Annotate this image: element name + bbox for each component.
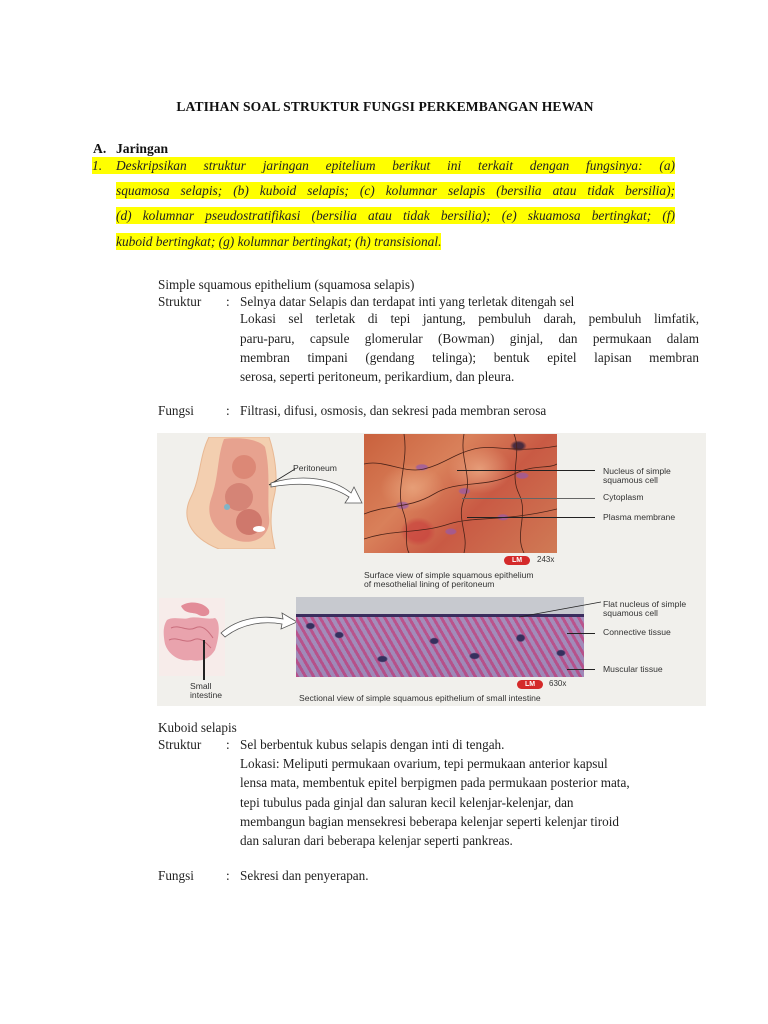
connective-leader-line xyxy=(567,633,595,634)
magnification-label: 243x xyxy=(537,555,555,564)
struktur-line: serosa, seperti peritoneum, perikardium, dan pleura. xyxy=(240,369,515,384)
peritoneum-label: Peritoneum xyxy=(293,463,337,473)
struktur-line: Lokasi sel terletak di tepi jantung, pembuluh darah, pembuluh limfatik, xyxy=(240,311,699,326)
struktur-line: dan saluran dari beberapa kelenjar seperti pankreas. xyxy=(240,833,513,848)
question-line-3: (d) kolumnar pseudostratifikasi (bersilia atau tidak bersilia); (e) skuamosa bertingkat; (f) xyxy=(116,208,675,223)
nucleus-label-cont: squamous cell xyxy=(603,475,658,485)
lm-badge: LM xyxy=(504,556,530,565)
struktur-line: lensa mata, membentuk epitel berpigmen pada permukaan posterior mata, xyxy=(240,775,630,790)
struktur-line: membangun bagian mensekresi beberapa kelenjar seperti kelenjar tiroid xyxy=(240,814,619,829)
struktur-line: Selnya datar Selapis dan terdapat inti yang terletak ditengah sel xyxy=(240,294,575,309)
struktur-line: Sel berbentuk kubus selapis dengan inti di tengah. xyxy=(240,737,505,752)
colon: : xyxy=(226,294,230,309)
struktur-label: Struktur xyxy=(158,737,202,752)
fungsi-value: Sekresi dan penyerapan. xyxy=(240,868,369,883)
struktur-line: tepi tubulus pada ginjal dan saluran kecil kelenjar-kelenjar, dan xyxy=(240,795,574,810)
top-caption-line-1: Surface view of simple squamous epithelium xyxy=(364,570,534,580)
cytoplasm-leader-line xyxy=(462,498,595,499)
colon: : xyxy=(226,868,230,883)
small-intestine-label: Small xyxy=(190,681,212,691)
nucleus-leader-line xyxy=(457,470,595,471)
answer-heading: Simple squamous epithelium (squamosa selapis) xyxy=(158,277,415,292)
muscular-leader-line xyxy=(567,669,595,670)
question-number: 1. xyxy=(92,157,116,174)
question-line-4: kuboid bertingkat; (g) kolumnar bertingkat; (h) transisional. xyxy=(116,234,442,249)
connective-tissue-region xyxy=(296,617,584,677)
colon: : xyxy=(226,403,230,418)
nucleus-label: Nucleus of simple xyxy=(603,466,671,476)
plasma-membrane-label: Plasma membrane xyxy=(603,512,676,522)
struktur-label: Struktur xyxy=(158,294,202,309)
small-intestine-leader-line xyxy=(203,640,205,680)
section-heading xyxy=(93,141,168,157)
plasma-membrane-leader-line xyxy=(467,517,595,518)
muscular-tissue-label: Muscular tissue xyxy=(603,664,663,674)
flat-nucleus-label-cont: squamous cell xyxy=(603,608,658,618)
section-title: Jaringan xyxy=(116,141,169,156)
struktur-line: Lokasi: Meliputi permukaan ovarium, tepi permukaan anterior kapsul xyxy=(240,756,608,771)
cytoplasm-label: Cytoplasm xyxy=(603,492,644,502)
fungsi-label: Fungsi xyxy=(158,403,194,418)
flat-nucleus-label: Flat nucleus of simple xyxy=(603,599,687,609)
small-intestine-label-cont: intestine xyxy=(190,690,223,700)
question-line-2: squamosa selapis; (b) kuboid selapis; (c) kolumnar selapis (bersilia atau tidak bersilia); xyxy=(116,183,675,198)
connective-tissue-label: Connective tissue xyxy=(603,627,671,637)
epithelium-figure xyxy=(157,433,706,706)
section-label: A. xyxy=(93,141,107,156)
question-line-1: Deskripsikan struktur jaringan epitelium berikut ini terkait dengan fungsinya: (a) xyxy=(116,158,675,173)
document-title: LATIHAN SOAL STRUKTUR FUNGSI PERKEMBANGAN HEWAN xyxy=(176,99,594,114)
arrow-icon xyxy=(269,471,364,511)
lm-badge: LM xyxy=(517,680,543,689)
small-intestine-illustration xyxy=(159,598,225,676)
arrow-icon xyxy=(219,611,299,641)
surface-view-micrograph xyxy=(364,434,557,553)
fungsi-label: Fungsi xyxy=(158,868,194,883)
fungsi-value: Filtrasi, difusi, osmosis, dan sekresi pada membran serosa xyxy=(240,403,547,418)
top-caption-line-2: of mesothelial lining of peritoneum xyxy=(364,579,495,589)
magnification-label: 630x xyxy=(549,679,567,688)
bottom-caption: Sectional view of simple squamous epithelium of small intestine xyxy=(299,693,541,703)
flat-nucleus-leader-line xyxy=(517,601,602,619)
struktur-line: membran timpani (gendang telinga); bentuk epitel lapisan membran xyxy=(240,350,699,365)
colon: : xyxy=(226,737,230,752)
answer-heading: Kuboid selapis xyxy=(158,720,237,735)
struktur-line: paru-paru, capsule glomerular (Bowman) ginjal, dan permukaan dalam xyxy=(240,331,699,346)
